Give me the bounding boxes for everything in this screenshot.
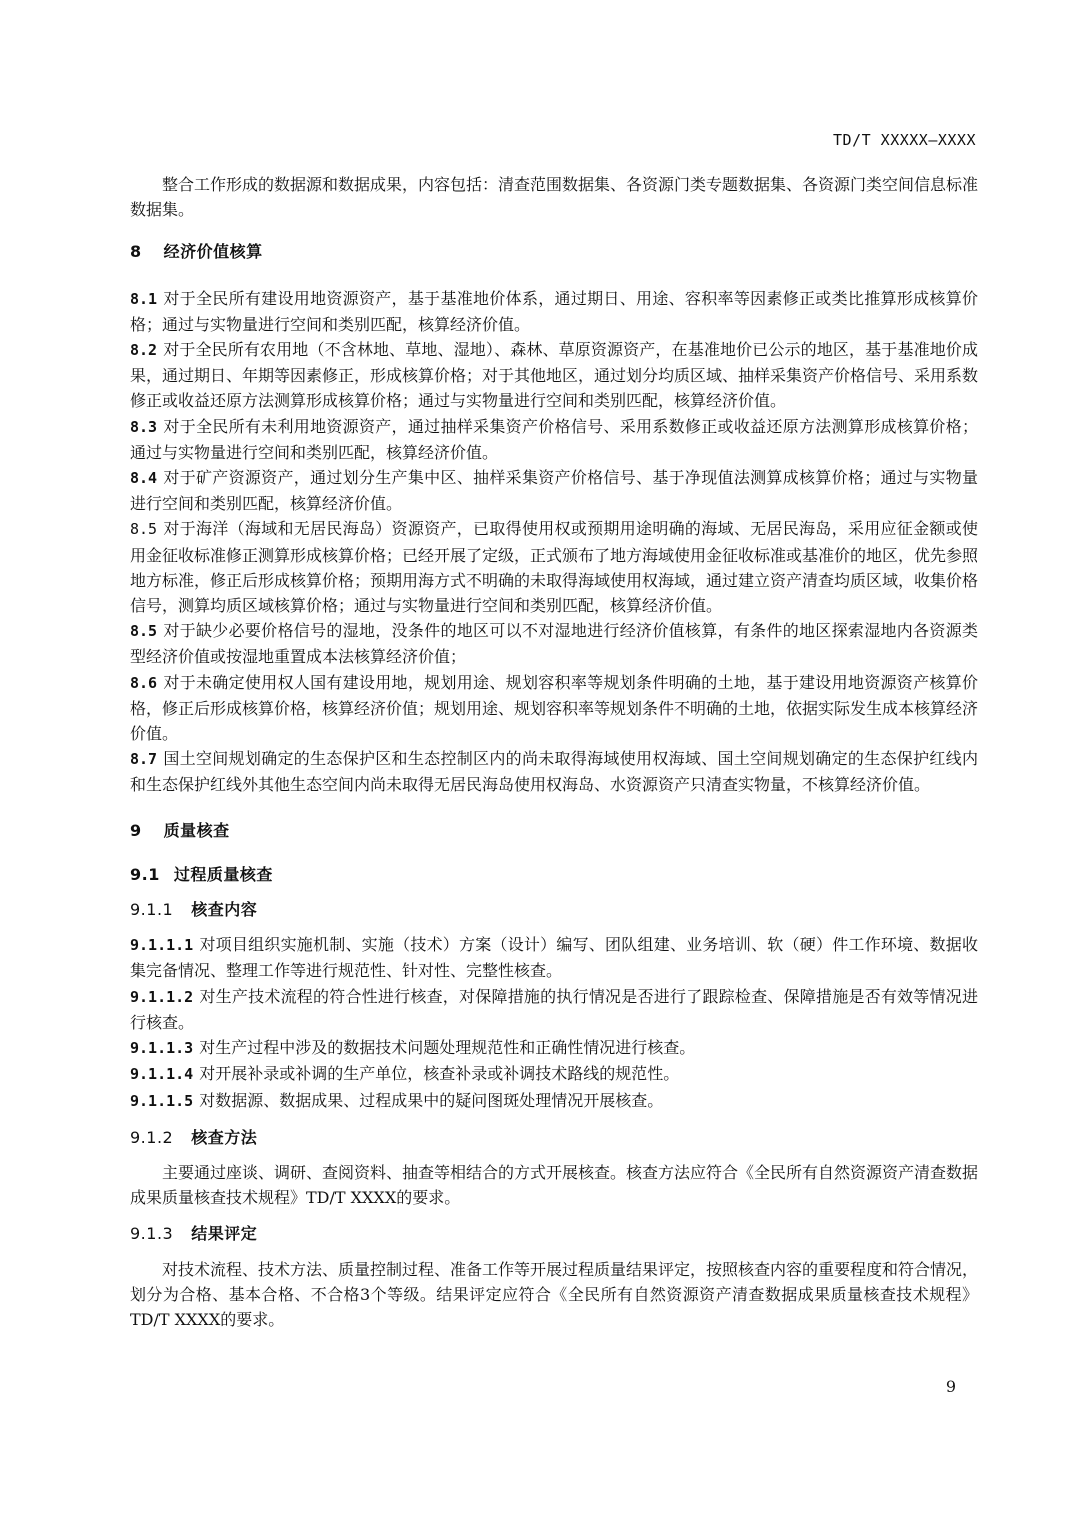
clause-number: 8.3 [130,417,158,436]
clause [130,1088,978,1114]
clause [130,414,978,465]
clause-text: 对于缺少必要价格信号的湿地，没条件的地区可以不对湿地进行经济价值核算，有条件的地区探索湿地内各资源类型经济价值或按湿地重置成本法核算经济价值； [130,621,978,667]
section-9-1-3-heading [130,1221,978,1246]
clause-text: 对于全民所有未利用地资源资产，通过抽样采集资产价格信号、采用系数修正或收益还原方法测算形成核算价格；通过与实物量进行空间和类别匹配，核算经济价值。 [130,416,978,462]
clause-text: 对生产技术流程的符合性进行核查，对保障措施的执行情况是否进行了跟踪检查、保障措施是否有效等情况进行核查。 [130,986,978,1032]
section-title: 质量核查 [163,820,230,840]
section-9-heading [130,818,978,843]
clause-text: 对于矿产资源资产，通过划分生产集中区、抽样采集资产价格信号、基于净现值法测算成核算价格；通过与实物量进行空间和类别匹配，核算经济价值。 [130,468,978,514]
clause [130,286,978,337]
clause-number: 9.1.1.3 [130,1039,194,1058]
clause [130,618,978,669]
intro-paragraph: 整合工作形成的数据源和数据成果，内容包括：清查范围数据集、各资源门类专题数据集、各资源门类空间信息标准数据集。 [130,175,979,220]
section-9-1-1-heading [130,897,978,922]
section-number: 8 [130,242,142,262]
section-number: 9.1.2 [130,1127,174,1147]
section-number: 9.1.1 [130,900,174,920]
clause [130,932,978,983]
clause [130,984,978,1035]
section-9-1-2-heading [130,1125,978,1150]
clause-text: 对生产过程中涉及的数据技术问题处理规范性和正确性情况进行核查。 [199,1038,696,1058]
clause [130,516,978,618]
clause-number: 9.1.1.1 [130,936,194,955]
section-9-1-1-clauses [130,932,978,1113]
clause-number: 8.1 [130,289,158,308]
clause-number: 8.6 [130,673,158,692]
clause-number: 8.2 [130,341,158,360]
section-9-1-3-text: 对技术流程、技术方法、质量控制过程、准备工作等开展过程质量结果评定，按照核查内容的重要程度和符合情况，划分为合格、基本合格、不合格3个等级。结果评定应符合《全民所有自然资源资产清查数据成果质量核查技术规程》TD/T XXXX的要求。 [130,1259,979,1329]
standard-code: TD/T XXXXX—XXXX [833,131,976,149]
section-number: 9.1.3 [130,1224,174,1244]
clause [130,670,978,747]
section-title: 过程质量核查 [173,864,273,884]
section-title: 核查方法 [191,1127,258,1147]
section-number: 9.1 [130,864,160,884]
clause-number: 9.1.1.2 [130,987,194,1006]
clause [130,1035,978,1061]
section-title: 经济价值核算 [163,242,263,262]
clause [130,465,978,516]
clause-text: 对数据源、数据成果、过程成果中的疑问图斑处理情况开展核查。 [199,1090,664,1110]
clause-number: 8.7 [130,750,158,769]
page-number: 9 [945,1377,956,1396]
clause-text: 对于全民所有建设用地资源资产，基于基准地价体系，通过期日、用途、容积率等因素修正或类比推算形成核算价格；通过与实物量进行空间和类别匹配，核算经济价值。 [130,288,978,334]
clause-text: 国土空间规划确定的生态保护区和生态控制区内的尚未取得海域使用权海域、国土空间规划确定的生态保护红线内和生态保护红线外其他生态空间内尚未取得无居民海岛使用权海岛、水资源资产只清查实物量，不核算经济价值。 [130,749,978,795]
clause-number: 8.5 [130,520,158,539]
page-content [130,172,978,1332]
clause-text: 对于全民所有农用地（不含林地、草地、湿地）、森林、草原资源资产，在基准地价已公示的地区，基于基准地价成果，通过期日、年期等因素修正，形成核算价格；对于其他地区，通过划分均质区域、抽样采集资产价格信号、采用系数修正或收益还原方法测算形成核算价格；通过与实物量进行空间和类别匹配，核算经济价值。 [130,340,979,411]
clause-text: 对于海洋（海域和无居民海岛）资源资产，已取得使用权或预期用途明确的海域、无居民海岛，采用应征金额或使用金征收标准修正测算形成核算价格；已经开展了定级，正式颁布了地方海域使用金征收标准或基准价的地区，优先参照地方标准，修正后形成核算价格；预期用海方式不明确的未取得海域使用权海域，通过建立资产清查均质区域，收集价格信号，测算均质区域核算价格；通过与实物量进行空间和类别匹配，核算经济价值。 [130,519,979,616]
section-number: 9 [130,820,142,840]
section-9-1-2-text: 主要通过座谈、调研、查阅资料、抽查等相结合的方式开展核查。核查方法应符合《全民所有自然资源资产清查数据成果质量核查技术规程》TD/T XXXX的要求。 [130,1162,979,1208]
clause [130,1061,978,1087]
clause-number: 9.1.1.4 [130,1065,194,1084]
clause-number: 8.5 [130,622,158,641]
clause-number: 9.1.1.5 [130,1091,194,1110]
clause [130,337,978,414]
clause-text: 对开展补录或补调的生产单位，核查补录或补调技术路线的规范性。 [199,1064,680,1084]
clause-number: 8.4 [130,469,158,488]
clause [130,746,978,797]
section-8-clauses [130,286,978,798]
section-title: 核查内容 [191,900,258,920]
section-8-heading [130,239,978,264]
section-9-1-heading [130,862,978,887]
section-title: 结果评定 [191,1224,258,1244]
clause-text: 对于未确定使用权人国有建设用地，规划用途、规划容积率等规划条件明确的土地，基于建设用地资源资产核算价格，修正后形成核算价格，核算经济价值；规划用途、规划容积率等规划条件不明确的土地，依据实际发生成本核算经济价值。 [130,672,979,744]
clause-text: 对项目组织实施机制、实施（技术）方案（设计）编写、团队组建、业务培训、软（硬）件工作环境、数据收集完备情况、整理工作等进行规范性、针对性、完整性核查。 [130,935,978,981]
